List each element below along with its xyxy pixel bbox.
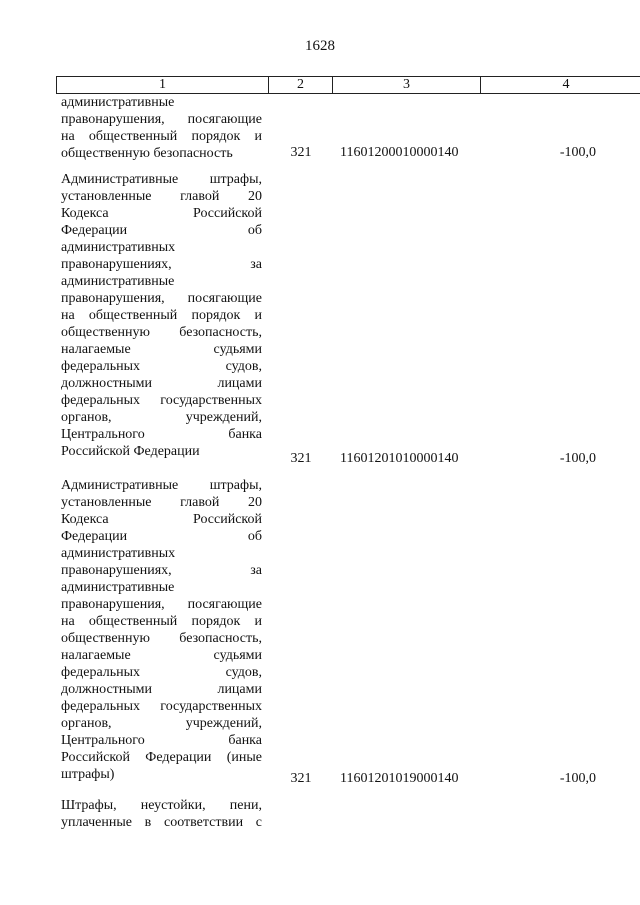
- row-2-line: Кодекса Российской: [61, 512, 262, 527]
- row-2-line: Административные штрафы,: [61, 478, 262, 493]
- row-2-amount: -100,0: [559, 771, 596, 786]
- table-row-2-description: [61, 477, 262, 783]
- row-2-line: должностными лицами: [61, 682, 262, 697]
- row-2-line: Центрального банка: [61, 733, 262, 748]
- table-row-0-description: [61, 94, 262, 162]
- row-2-line: административные: [61, 580, 175, 595]
- row-3-line: Штрафы, неустойки, пени,: [61, 798, 262, 813]
- row-2-line: общественную безопасность,: [61, 631, 262, 646]
- row-1-line: правонарушения, посягающие: [61, 291, 262, 306]
- row-1-line: должностными лицами: [61, 376, 262, 391]
- row-1-line: Федерации об: [61, 223, 262, 238]
- row-1-line: общественную безопасность,: [61, 325, 262, 340]
- row-2-line: штрафы): [61, 767, 115, 782]
- header-col-2: 2: [268, 76, 333, 94]
- row-1-line: налагаемые судьями: [61, 342, 262, 357]
- row-1-line: на общественный порядок и: [61, 308, 262, 323]
- row-3-line: уплаченные в соответствии с: [61, 815, 262, 830]
- row-2-line: правонарушениях, за: [61, 563, 262, 578]
- row-1-line: органов, учреждений,: [61, 410, 262, 425]
- row-1-line: установленные главой 20: [61, 189, 262, 204]
- row-0-kbk: 11601200010000140: [340, 145, 459, 160]
- row-1-line: Российской Федерации: [61, 444, 200, 459]
- row-2-line: органов, учреждений,: [61, 716, 262, 731]
- row-0-line: на общественный порядок и: [61, 129, 262, 144]
- table-row-3-description: [61, 797, 262, 831]
- row-1-line: федеральных государственных: [61, 393, 262, 408]
- row-2-line: Российской Федерации (иные: [61, 750, 262, 765]
- row-2-line: установленные главой 20: [61, 495, 262, 510]
- row-1-line: Кодекса Российской: [61, 206, 262, 221]
- row-1-line: Центрального банка: [61, 427, 262, 442]
- row-0-line: правонарушения, посягающие: [61, 112, 262, 127]
- row-1-line: Административные штрафы,: [61, 172, 262, 187]
- row-2-line: правонарушения, посягающие: [61, 597, 262, 612]
- row-1-line: административные: [61, 274, 175, 289]
- row-1-line: федеральных судов,: [61, 359, 262, 374]
- header-col-1: 1: [56, 76, 269, 94]
- row-0-code: 321: [290, 145, 312, 160]
- table-row-1-description: [61, 171, 262, 460]
- page-number: 1628: [305, 38, 335, 54]
- row-2-line: Федерации об: [61, 529, 262, 544]
- header-col-4: 4: [480, 76, 640, 94]
- row-1-amount: -100,0: [559, 451, 596, 466]
- row-2-line: административных: [61, 546, 176, 561]
- row-0-amount: -100,0: [559, 145, 596, 160]
- row-1-code: 321: [290, 451, 312, 466]
- row-1-line: административных: [61, 240, 176, 255]
- row-2-line: федеральных государственных: [61, 699, 262, 714]
- row-1-line: правонарушениях, за: [61, 257, 262, 272]
- row-1-kbk: 11601201010000140: [340, 451, 459, 466]
- row-2-line: налагаемые судьями: [61, 648, 262, 663]
- row-2-kbk: 11601201019000140: [340, 771, 459, 786]
- row-2-code: 321: [290, 771, 312, 786]
- row-0-line: общественную безопасность: [61, 146, 233, 161]
- row-0-line: административные: [61, 95, 175, 110]
- header-col-3: 3: [332, 76, 481, 94]
- row-2-line: федеральных судов,: [61, 665, 262, 680]
- row-2-line: на общественный порядок и: [61, 614, 262, 629]
